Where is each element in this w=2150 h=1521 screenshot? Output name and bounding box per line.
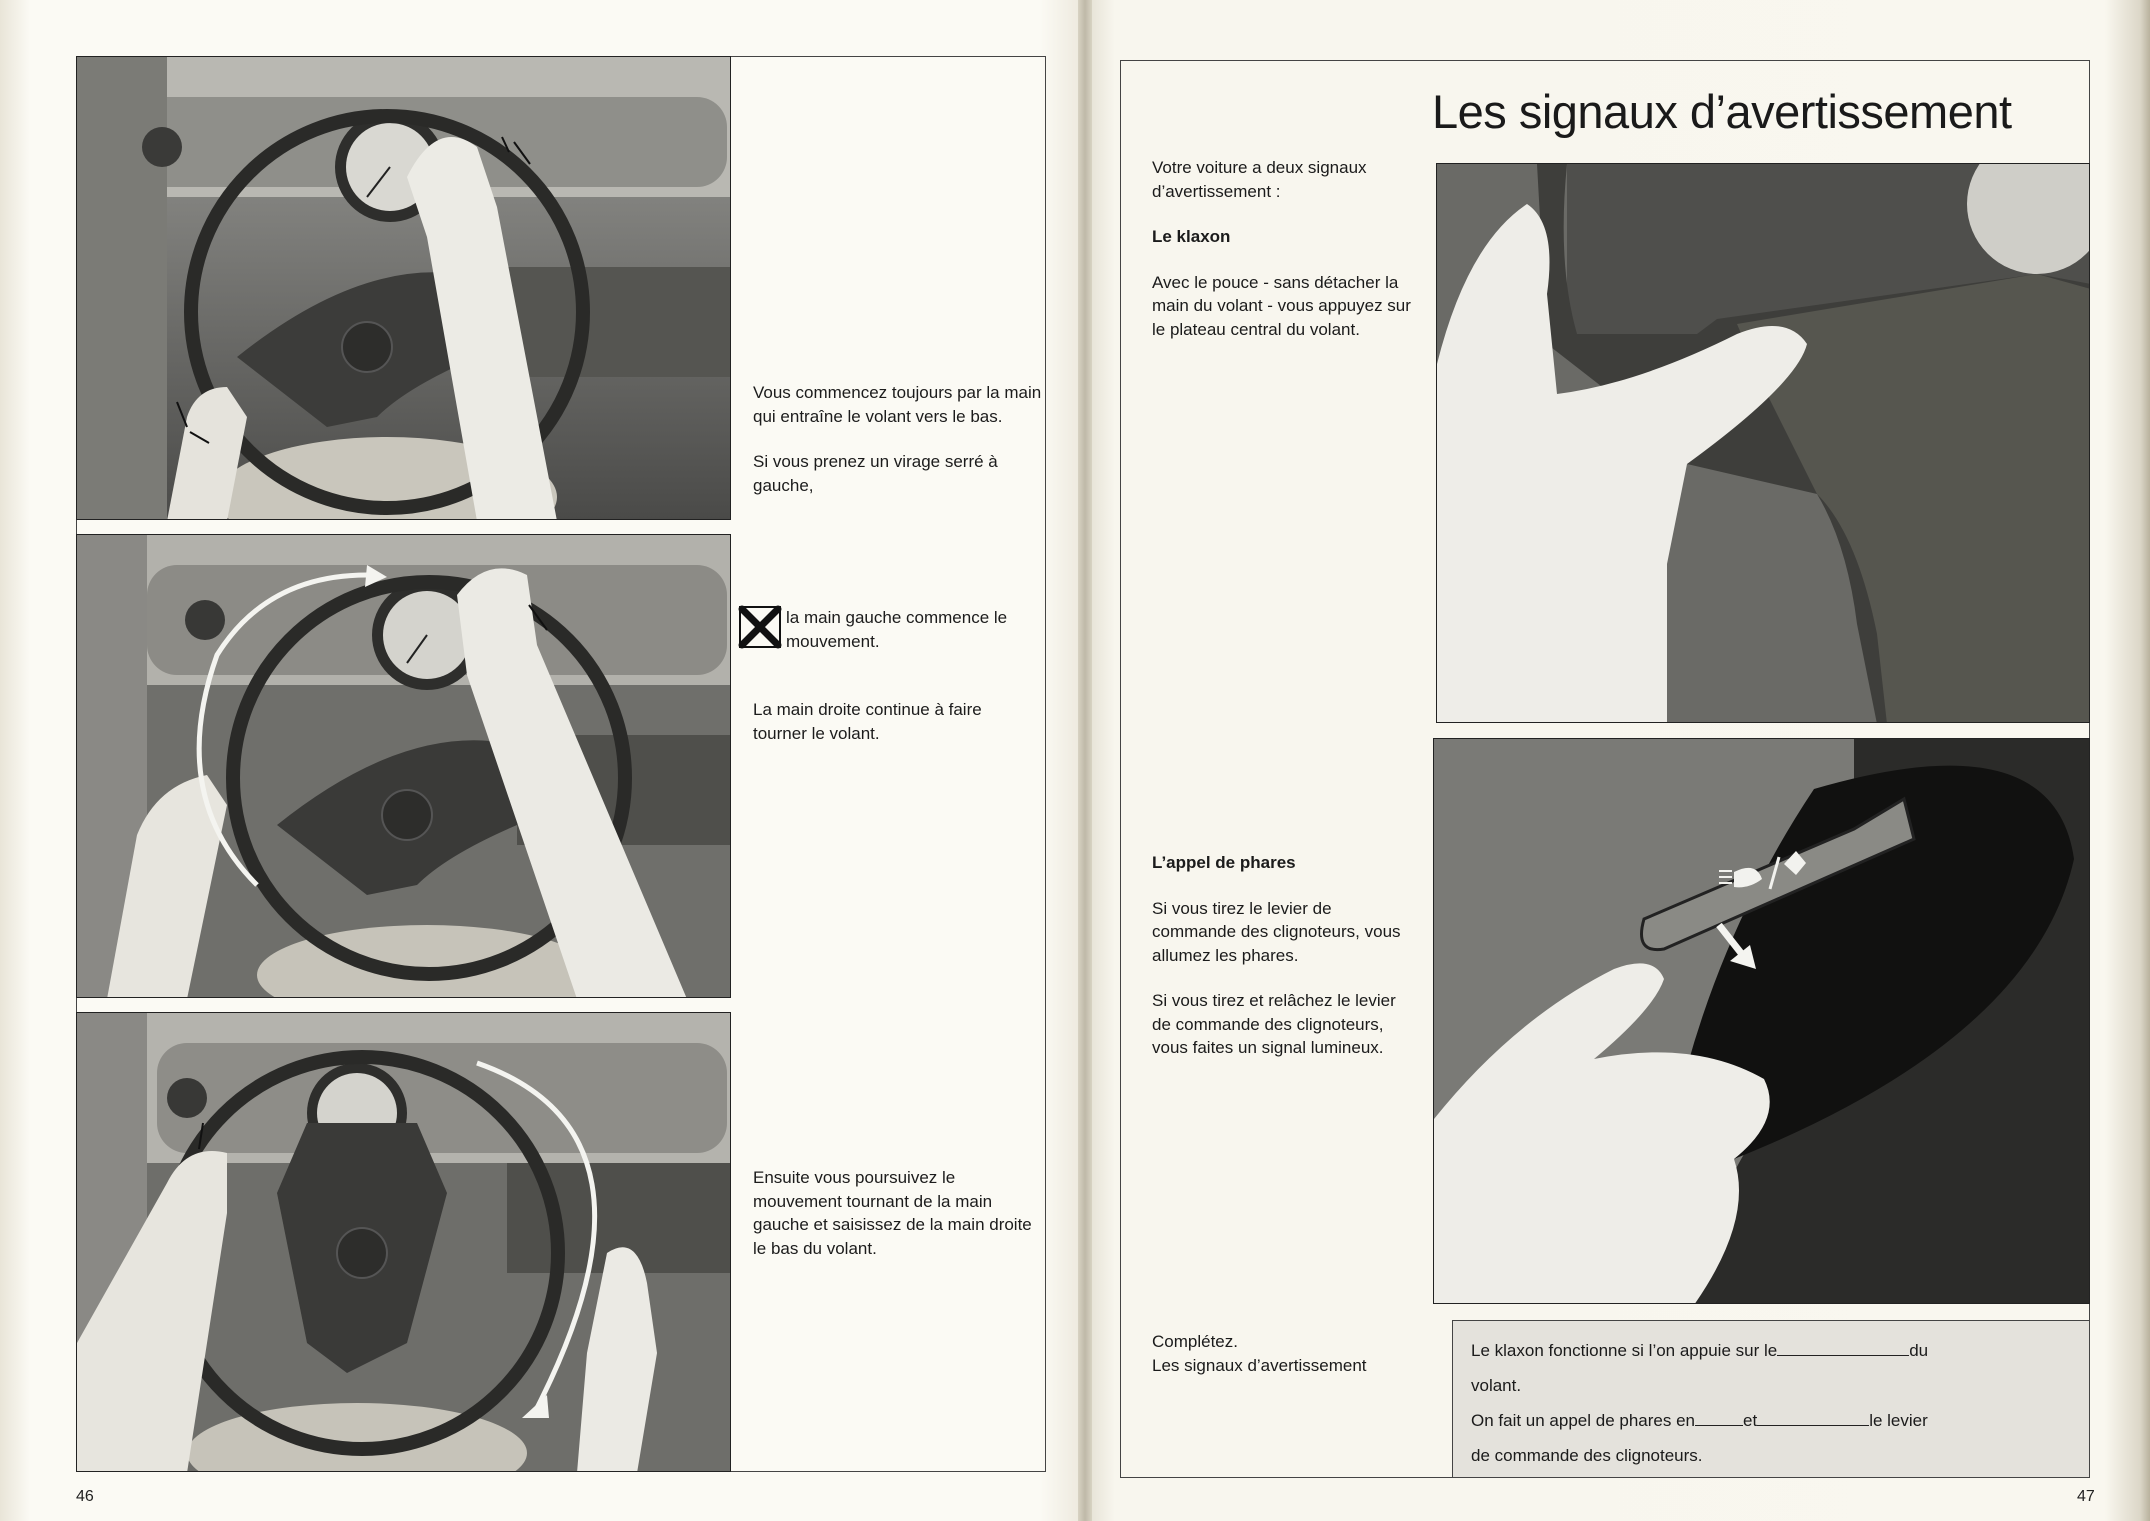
page-number-left: 46 [76,1488,94,1505]
photo-left-hand-starts-turn [76,534,731,998]
crossed-box-icon [738,605,782,649]
exercise-label-1: Complétez. [1152,1332,1238,1351]
photo-right-hand-grabs-bottom [76,1012,731,1472]
exercise-line-4: de commande des clignoteurs. [1471,1446,1703,1465]
phares-heading: L’appel de phares [1152,853,1296,872]
photo-indicator-lever [1433,738,2090,1304]
exercise-line-2: volant. [1471,1376,1522,1395]
blank-horn-part[interactable] [1777,1341,1909,1356]
caption-text: La main droite continue à faire tourner le volant. [753,700,982,743]
blank-action-2[interactable] [1757,1411,1869,1426]
caption-crossed [786,606,1026,653]
klaxon-heading: Le klaxon [1152,227,1231,246]
caption-text: Si vous prenez un virage serré à gauche, [753,452,998,495]
exercise-label-2: Les signaux d’avertissement [1152,1355,1367,1375]
exercise-text: du [1909,1341,1929,1360]
exercise-text: Le klaxon fonctionne si l’on appuie sur le [1471,1341,1778,1360]
photo-thumb-on-horn-pad [1436,163,2090,723]
photo-hands-on-wheel-start [76,56,731,520]
caption-block-1 [753,381,1043,519]
caption-text: Vous commencez toujours par la main qui entraîne le volant vers le bas. [753,383,1042,426]
caption-block-3 [753,1166,1033,1260]
intro-text: Votre voiture a deux signaux d’avertissement : [1152,158,1367,201]
exercise-text: le levier [1869,1411,1928,1430]
page-title: Les signaux d’avertissement [1432,85,2012,138]
caption-text: Ensuite vous poursuivez le mouvement tournant de la main gauche et saisissez de la main droite le bas du volant. [753,1168,1032,1258]
caption-text: la main gauche commence le mouvement. [786,608,1008,651]
exercise-text: et [1743,1411,1758,1430]
page-number-right: 47 [2077,1488,2095,1505]
exercise-text: On fait un appel de phares en [1471,1411,1695,1430]
phares-text-2: Si vous tirez et relâchez le levier de commande des clignoteurs, vous faites un signal lumineux. [1152,991,1396,1057]
blank-action-1[interactable] [1695,1411,1743,1426]
page-gutter [1078,0,1092,1521]
exercise-box [1452,1320,2090,1478]
exercise-line-1 [1471,1333,2071,1368]
phares-text-1: Si vous tirez le levier de commande des clignoteurs, vous allumez les phares. [1152,898,1401,965]
exercise-line-3 [1471,1403,2071,1438]
klaxon-text: Avec le pouce - sans détacher la main du volant - vous appuyez sur le plateau central du volant. [1152,272,1411,339]
exercise-label [1152,1330,1452,1377]
caption-block-2 [753,698,1023,745]
phares-section [1152,851,1412,1082]
klaxon-section [1152,156,1412,363]
